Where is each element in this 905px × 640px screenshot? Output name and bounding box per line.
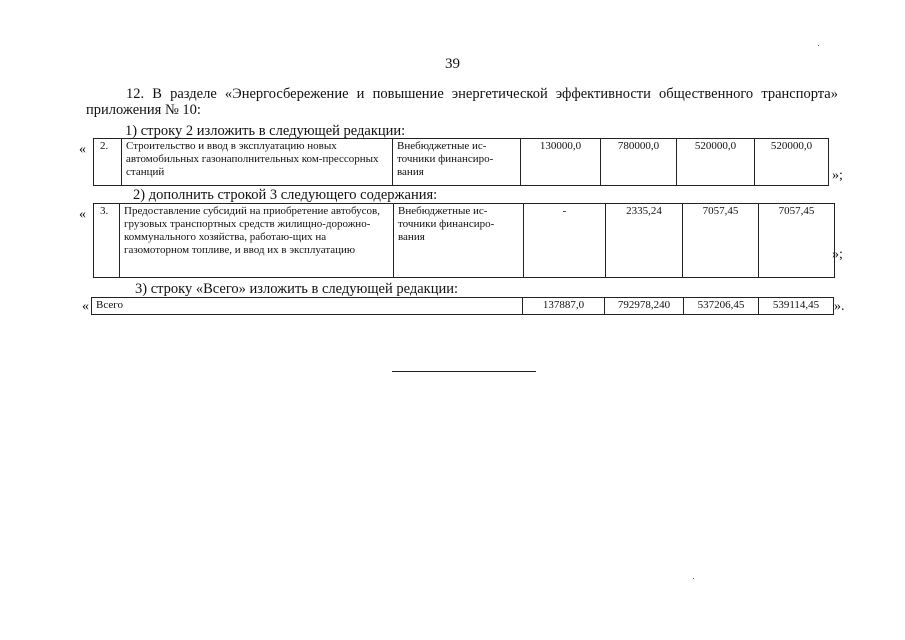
- section3-table: [91, 297, 834, 315]
- row-number: 2.: [94, 139, 122, 186]
- section1-open-quote: «: [79, 142, 86, 157]
- section3-open-quote: «: [82, 299, 89, 314]
- row-value-2: 792978,240: [605, 298, 684, 315]
- end-divider: [392, 371, 536, 372]
- section1-heading: 1) строку 2 изложить в следующей редакции:: [125, 123, 406, 139]
- table-row: [92, 298, 834, 315]
- row-name: Предоставление субсидий на приобретение автобусов, грузовых транспортных средств жилищно-дорожно-коммунального хозяйства, работаю-щих на газомоторном топливе, и ввод их в эксплуатацию: [120, 204, 394, 278]
- page-number: 39: [445, 56, 460, 72]
- scan-speck: [818, 45, 819, 46]
- row-number: 3.: [94, 204, 120, 278]
- section2-open-quote: «: [79, 207, 86, 222]
- row-value-4: 520000,0: [755, 139, 829, 186]
- row-value-3: 537206,45: [684, 298, 759, 315]
- row-source: Внебюджетные ис-точники финансиро-вания: [394, 204, 524, 278]
- table-row: [94, 204, 835, 278]
- table-row: [94, 139, 829, 186]
- row-name: Всего: [92, 298, 523, 315]
- section3-heading: 3) строку «Всего» изложить в следующей редакции:: [135, 281, 459, 297]
- section2-close-quote: »;: [832, 247, 843, 262]
- row-value-1: 137887,0: [523, 298, 605, 315]
- section2-table: [93, 203, 835, 278]
- row-value-4: 539114,45: [759, 298, 834, 315]
- section3-close-quote: ».: [834, 299, 845, 314]
- row-value-3: 520000,0: [677, 139, 755, 186]
- row-value-3: 7057,45: [683, 204, 759, 278]
- row-name: Строительство и ввод в эксплуатацию новых автомобильных газонаполнительных ком-прессорных станций: [122, 139, 393, 186]
- section2-heading: 2) дополнить строкой 3 следующего содержания:: [133, 187, 438, 203]
- intro-paragraph: 12. В разделе «Энергосбережение и повышение энергетической эффективности общественного транспорта» приложения № 10:: [86, 86, 838, 118]
- section1-close-quote: »;: [832, 168, 843, 183]
- row-value-2: 2335,24: [606, 204, 683, 278]
- row-value-2: 780000,0: [601, 139, 677, 186]
- section1-table: [93, 138, 829, 186]
- row-value-4: 7057,45: [759, 204, 835, 278]
- row-value-1: 130000,0: [521, 139, 601, 186]
- scan-speck: [693, 578, 694, 579]
- row-value-1: -: [524, 204, 606, 278]
- row-source: Внебюджетные ис-точники финансиро-вания: [393, 139, 521, 186]
